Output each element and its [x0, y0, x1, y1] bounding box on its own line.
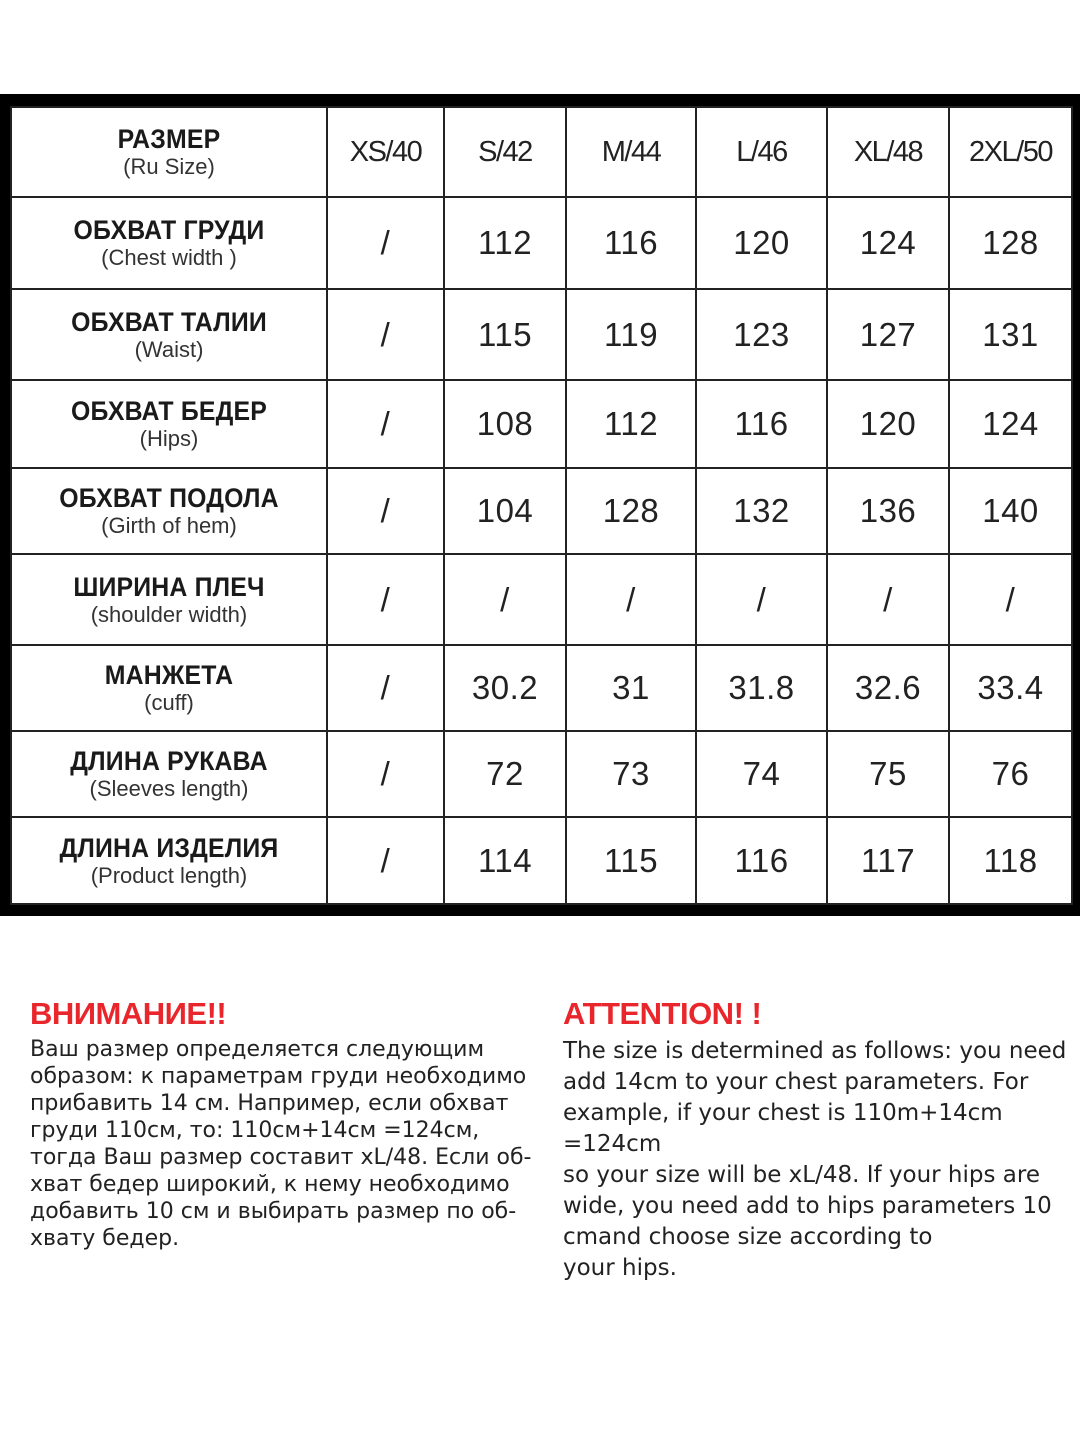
- value-cell: 76: [949, 731, 1072, 817]
- header-row: [11, 107, 1072, 197]
- value-cell: /: [327, 468, 444, 554]
- param-cell: [11, 468, 327, 554]
- value-cell: 74: [696, 731, 827, 817]
- value-cell: 115: [444, 289, 566, 380]
- param-en: (Product length): [90, 862, 248, 888]
- value-cell: 120: [827, 380, 949, 468]
- value-cell: /: [327, 645, 444, 731]
- value-cell: 112: [566, 380, 696, 468]
- value-cell: 123: [696, 289, 827, 380]
- value-cell: /: [327, 731, 444, 817]
- value-cell: 73: [566, 731, 696, 817]
- value-cell: 116: [696, 380, 827, 468]
- param-en: (Girth of hem): [101, 513, 237, 538]
- size-header: M/44: [566, 107, 696, 197]
- value-cell: /: [566, 554, 696, 645]
- value-cell: 112: [444, 197, 566, 289]
- attention-note-en: [563, 996, 1073, 1284]
- size-header: L/46: [696, 107, 827, 197]
- value-cell: 118: [949, 817, 1072, 904]
- value-cell: /: [327, 554, 444, 645]
- value-cell: 128: [949, 197, 1072, 289]
- value-cell: 114: [444, 817, 566, 904]
- value-cell: 32.6: [827, 645, 949, 731]
- value-cell: 75: [827, 731, 949, 817]
- value-cell: 72: [444, 731, 566, 817]
- param-cell: [11, 554, 327, 645]
- value-cell: 127: [827, 289, 949, 380]
- param-cell: [11, 817, 327, 904]
- table-row: [11, 817, 1072, 904]
- header-param-ru: РАЗМЕР: [117, 124, 221, 154]
- value-cell: 33.4: [949, 645, 1072, 731]
- param-en: (Hips): [139, 426, 199, 451]
- header-param-cell: [11, 107, 327, 197]
- param-en: (shoulder width): [90, 601, 248, 627]
- param-en: (cuff): [144, 690, 194, 715]
- value-cell: 132: [696, 468, 827, 554]
- size-chart-frame: [0, 94, 1080, 916]
- param-cell: [11, 197, 327, 289]
- param-en: (Sleeves length): [89, 776, 249, 801]
- value-cell: 104: [444, 468, 566, 554]
- value-cell: 31.8: [696, 645, 827, 731]
- value-cell: 117: [827, 817, 949, 904]
- param-cell: [11, 731, 327, 817]
- size-header: XL/48: [827, 107, 949, 197]
- value-cell: /: [444, 554, 566, 645]
- param-en: (Chest width ): [101, 245, 237, 270]
- value-cell: 108: [444, 380, 566, 468]
- value-cell: 128: [566, 468, 696, 554]
- table-row: [11, 645, 1072, 731]
- param-cell: [11, 289, 327, 380]
- value-cell: 116: [696, 817, 827, 904]
- param-ru: ОБХВАТ ТАЛИИ: [71, 306, 267, 337]
- table-row: [11, 289, 1072, 380]
- value-cell: /: [327, 817, 444, 904]
- attention-body-en: The size is determined as follows: you need add 14cm to your chest parameters. For example, if your chest is 110m+14cm =124cm so your size will be xL/48. If your hips are wide, you need add to hips parameters 10 cmand choose size according to your hips.: [563, 1038, 1067, 1281]
- size-header: XS/40: [327, 107, 444, 197]
- value-cell: /: [949, 554, 1072, 645]
- size-chart-table: [10, 106, 1073, 905]
- value-cell: /: [696, 554, 827, 645]
- value-cell: /: [327, 289, 444, 380]
- value-cell: 124: [827, 197, 949, 289]
- value-cell: 136: [827, 468, 949, 554]
- value-cell: 116: [566, 197, 696, 289]
- value-cell: /: [327, 197, 444, 289]
- value-cell: 131: [949, 289, 1072, 380]
- value-cell: 31: [566, 645, 696, 731]
- table-row: [11, 731, 1072, 817]
- param-ru: ДЛИНА РУКАВА: [70, 746, 268, 776]
- param-en: (Waist): [134, 336, 204, 362]
- value-cell: 124: [949, 380, 1072, 468]
- param-cell: [11, 380, 327, 468]
- table-row: [11, 197, 1072, 289]
- table-row: [11, 554, 1072, 645]
- value-cell: /: [327, 380, 444, 468]
- value-cell: 30.2: [444, 645, 566, 731]
- attention-title-en: ATTENTION! !: [563, 996, 762, 1031]
- param-ru: ОБХВАТ БЕДЕР: [70, 396, 268, 426]
- value-cell: 140: [949, 468, 1072, 554]
- value-cell: /: [827, 554, 949, 645]
- attention-body-ru: Ваш размер определяется следующим образом: к параметрам груди необходимо прибавить 14 см. Например, если обхват груди 110см, то: 110см+14см =124см, тогда Ваш размер составит xL/48. Если об- хват бедер широкий, к нему необходимо добавить 10 см и выбирать размер по об- хвату бедер.: [30, 1037, 532, 1251]
- size-header: 2XL/50: [949, 107, 1072, 197]
- size-header: S/42: [444, 107, 566, 197]
- param-ru: МАНЖЕТА: [104, 660, 234, 690]
- param-cell: [11, 645, 327, 731]
- header-param-en: (Ru Size): [123, 154, 215, 179]
- param-ru: ОБХВАТ ПОДОЛА: [59, 483, 279, 513]
- value-cell: 119: [566, 289, 696, 380]
- param-ru: ОБХВАТ ГРУДИ: [73, 215, 265, 245]
- param-ru: ДЛИНА ИЗДЕЛИЯ: [59, 832, 279, 863]
- table-row: [11, 468, 1072, 554]
- value-cell: 115: [566, 817, 696, 904]
- attention-note-ru: [30, 996, 550, 1252]
- param-ru: ШИРИНА ПЛЕЧ: [73, 571, 265, 602]
- value-cell: 120: [696, 197, 827, 289]
- attention-title-ru: ВНИМАНИЕ!!: [30, 996, 227, 1031]
- table-row: [11, 380, 1072, 468]
